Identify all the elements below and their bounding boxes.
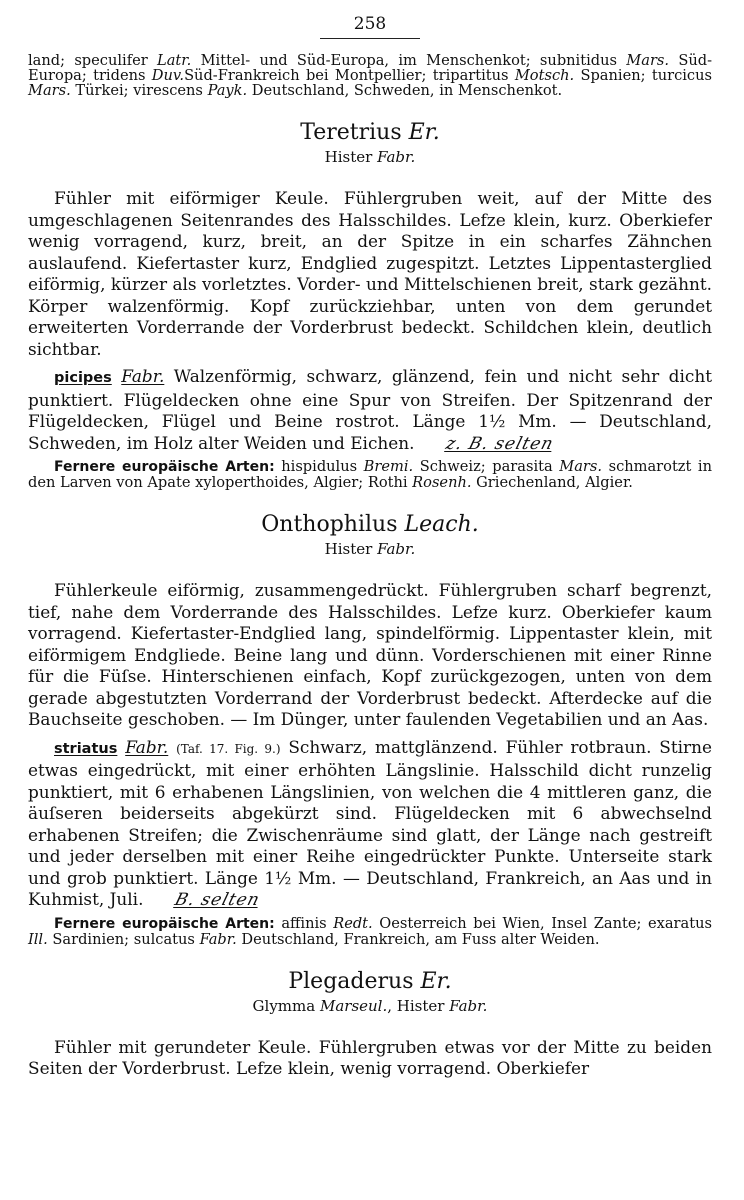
author-abbrev: Redt. bbox=[333, 914, 373, 932]
description-text: Fühler mit eiförmiger Keule. Fühlergruben weit, auf der Mitte des umgeschlagenen Seitenrandes des Halsschildes. Lefze klein, kurz. Oberkiefer wenig vorragend, kurz, breit, an der Spitze in ein scharfes Zähnchen auslaufend. Kiefertaster kurz, Endglied zugespitzt. Letztes Lippentasterglied eiförmig, kürzer als vorletztes. Vorder- und Mittelschienen breit, stark gezähnt. Körper walzenförmig. Kopf zurückziehbar, unten von dem gerundet erweiterten Vorderrande der Vorderbrust bedeckt. Schildchen klein, deutlich sichtbar. bbox=[28, 188, 712, 359]
author-abbrev: Bremi. bbox=[363, 458, 414, 475]
synonym-name: , Hister bbox=[387, 996, 450, 1015]
text-segment: Schweiz; parasita bbox=[413, 458, 560, 475]
species-author: Fabr. bbox=[121, 366, 165, 386]
genus-author: Er. bbox=[408, 120, 440, 145]
text-segment: Deutschland, Schweden, in Menschenkot. bbox=[247, 82, 563, 99]
species-name: striatus bbox=[54, 740, 118, 757]
text-segment: affinis bbox=[274, 914, 334, 932]
other-species-onthophilus bbox=[28, 916, 712, 947]
author-abbrev: Mars. bbox=[626, 52, 670, 69]
species-description: Schwarz, mattglänzend. Fühler rotbraun. Stirne etwas eingedrückt, mit einer erhöhten Längslinie. Halsschild dicht runzelig punktiert, mit 6 erhabenen Längslinien, von welchen die 4 mittleren ganz, die äuſseren beiderseits abgekürzt sind. Flügeldecken mit 6 abwechselnd erhabenen Streifen; die Zwischenräume sind glatt, der Länge nach gestreift und jeder derselben mit einer Reihe eingedrückter Punkte. Unterseite stark und grob punktiert. Länge 1½ Mm. — Deutschland, Frankreich, an Aas und in Kuhmist, Juli. bbox=[28, 736, 713, 909]
text-segment: schmarotzt in den Larven von Apate xyloperthoides, Algier; Rothi bbox=[28, 458, 712, 491]
author-abbrev: Ill. bbox=[28, 930, 48, 948]
description-text: Fühlerkeule eiförmig, zusammengedrückt. Fühlergruben scharf begrenzt, tief, nahe dem Vorderrande des Halsschildes. Lefze kurz. Oberkiefer kaum vorragend. Kiefertaster-Endglied lang, spindelförmig. Lippentaster klein, mit eiförmigem Endgliede. Beine lang und dünn. Vorderschienen mit einer Rinne für die Füſse. Hinterschienen einfach, Kopf zurückgezogen, unten von dem gerade abgestutzten Vorderrand der Vorderbrust bedeckt. Afterdecke auf die Bauchseite geschoben. — Im Dünger, unter faulenden Vegetabilien und an Aas. bbox=[28, 580, 712, 729]
author-abbrev: Rosenh. bbox=[412, 474, 472, 491]
synonym-author: Fabr. bbox=[377, 148, 416, 166]
text-segment: Spanien; turcicus bbox=[574, 67, 712, 84]
page-number: 258 bbox=[353, 14, 387, 34]
synonym-author: Marseul. bbox=[319, 996, 388, 1015]
text-segment: Türkei; virescens bbox=[70, 82, 208, 99]
genus-author: Leach. bbox=[404, 512, 479, 537]
genus-heading-plegaderus bbox=[28, 969, 712, 995]
text-segment: hispidulus bbox=[274, 458, 364, 475]
other-species-label: Fernere europäische Arten: bbox=[54, 915, 275, 932]
other-species-teretrius bbox=[28, 459, 712, 490]
author-abbrev: Mars. bbox=[28, 82, 71, 99]
description-text: Fühler mit gerundeter Keule. Fühlergruben etwas vor der Mitte zu beiden Seiten der Vorderbrust. Lefze klein, wenig vorragend. Oberkiefer bbox=[28, 1036, 712, 1078]
genus-heading-onthophilus bbox=[28, 512, 712, 538]
genus-description-teretrius bbox=[28, 188, 712, 455]
species-entry-picipes bbox=[28, 366, 712, 455]
handwritten-note: B. selten bbox=[172, 890, 263, 910]
genus-heading-teretrius bbox=[28, 120, 712, 146]
page bbox=[28, 14, 712, 1080]
text-segment: Süd-Frankreich bei Montpellier; tripartitus bbox=[184, 67, 515, 84]
genus-author: Er. bbox=[420, 968, 452, 994]
author-abbrev: Duv. bbox=[151, 67, 185, 84]
genus-description-onthophilus bbox=[28, 580, 712, 912]
genus-description-plegaderus bbox=[28, 1037, 712, 1080]
figure-reference: (Taf. 17. Fig. 9.) bbox=[176, 741, 281, 756]
author-abbrev: Payk. bbox=[207, 82, 248, 99]
text-segment: Sardinien; sulcatus bbox=[47, 930, 200, 948]
continuation-paragraph bbox=[28, 53, 712, 98]
header-rule bbox=[320, 38, 420, 39]
synonym-author: Fabr. bbox=[449, 996, 488, 1015]
author-abbrev: Latr. bbox=[157, 52, 192, 69]
other-species-label: Fernere europäische Arten: bbox=[54, 459, 275, 475]
synonym-author: Fabr. bbox=[377, 540, 416, 558]
synonym-line bbox=[28, 540, 712, 558]
text-segment: Mittel- und Süd-Europa, im Menschenkot; subnitidus bbox=[191, 52, 627, 69]
text-segment: Deutschland, Frankreich, am Fuss alter Weiden. bbox=[236, 930, 600, 948]
species-description: Walzenförmig, schwarz, glänzend, fein und nicht sehr dicht punktiert. Flügeldecken ohne eine Spur von Streifen. Der Spitzenrand der Flügeldecken, Flügel und Beine rostrot. Länge 1½ Mm. — Deutschland, Schweden, im Holz alter Weiden und Eichen. bbox=[28, 366, 712, 453]
author-abbrev: Fabr. bbox=[199, 930, 237, 948]
genus-name: Onthophilus bbox=[261, 512, 398, 537]
synonym-name: Hister bbox=[324, 540, 373, 558]
handwritten-note: z. B. selten bbox=[443, 433, 556, 454]
species-name: picipes bbox=[54, 370, 112, 386]
text-segment: Oesterreich bei Wien, Insel Zante; exaratus bbox=[372, 914, 712, 932]
genus-name: Teretrius bbox=[300, 120, 402, 145]
synonym-line bbox=[28, 148, 712, 166]
species-author: Fabr. bbox=[125, 736, 169, 757]
synonym-name: Hister bbox=[324, 148, 373, 166]
text-segment: land; speculifer bbox=[28, 52, 158, 69]
synonym-name: Glymma bbox=[252, 996, 320, 1015]
synonym-line bbox=[28, 997, 712, 1015]
genus-name: Plegaderus bbox=[288, 968, 414, 994]
author-abbrev: Motsch. bbox=[514, 67, 575, 84]
author-abbrev: Mars. bbox=[559, 458, 603, 475]
species-entry-striatus bbox=[28, 737, 712, 912]
text-segment: Griechenland, Algier. bbox=[471, 474, 633, 491]
text-segment: Süd-Europa; tridens bbox=[28, 52, 713, 84]
